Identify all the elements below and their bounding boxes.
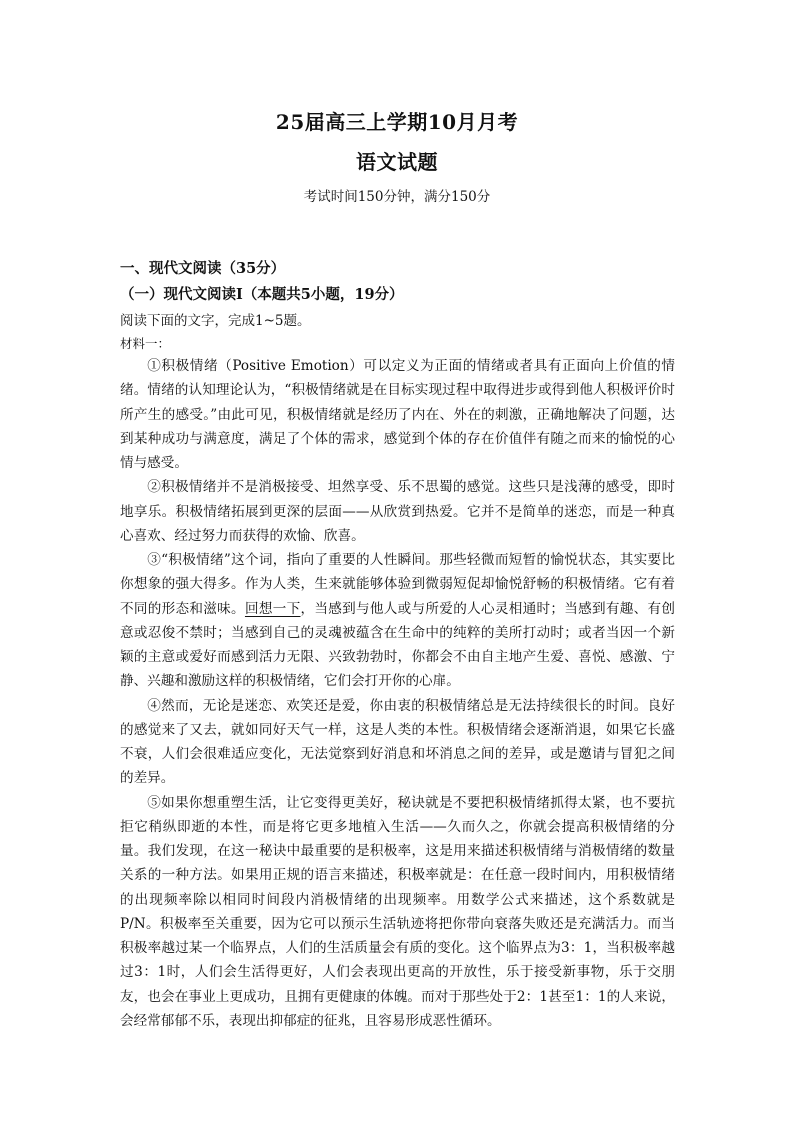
material-body: [120, 354, 675, 1033]
reading-instruction: 阅读下面的文字，完成1~5题。: [120, 313, 311, 329]
exam-time-info: 考试时间150分钟，满分150分: [303, 189, 491, 205]
material-label: 材料一：: [120, 336, 171, 351]
paragraph-3-part-2: ，当感到与他人或与所爱的人心灵相通时；当感到有趣、有创意或忍俊不禁时；当感到自己的灵魂被蕴含在生命中的纯粹的美所打动时；或者当因一个新颖的主意或爱好而感到活力无限、兴致勃勃时，你都会不由自主地产生爱、喜悦、感激、宁静、兴趣和激励这样的积极情绪，它们会打开你的心扉。: [120, 600, 676, 690]
section-heading: 一、现代文阅读（35分）: [120, 260, 286, 277]
subsection-heading: （一）现代文阅读Ⅰ（本题共5小题，19分）: [120, 286, 404, 303]
paragraph-1: ①积极情绪（Positive Emotion）可以定义为正面的情绪或者具有正面向上价值的情绪。情绪的认知理论认为，“积极情绪就是在目标实现过程中取得进步或得到他人积极评价时所产生的感受。”由此可见，积极情绪就是经历了内在、外在的刺激，正确地解决了问题，达到某种成功与满意度，满足了个体的需求，感觉到个体的存在价值伴有随之而来的愉悦的心情与感受。: [120, 358, 675, 471]
paragraph-5: ⑤如果你想重塑生活，让它变得更美好，秘诀就是不要把积极情绪抓得太紧，也不要抗拒它稍纵即逝的本性，而是将它更多地植入生活——久而久之，你就会提高积极情绪的分量。我们发现，在这一秘诀中最重要的是积极率，这是用来描述积极情绪与消极情绪的数量关系的一种方法。如果用正规的语言来描述，积极率就是：在任意一段时间内，用积极情绪的出现频率除以相同时间段内消极情绪的出现频率。用数学公式来描述，这个系数就是P/N。积极率至关重要，因为它可以预示生活轨迹将把你带向衰落失败还是充满活力。而当积极率越过某一个临界点，人们的生活质量会有质的变化。这个临界点为3：1，当积极率越过3：1时，人们会生活得更好，人们会表现出更高的开放性，乐于接受新事物，乐于交朋友，也会在事业上更成功，且拥有更健康的体魄。而对于那些处于2：1甚至1：1的人来说，会经常郁郁不乐，表现出抑郁症的征兆，且容易形成恶性循环。: [120, 794, 675, 1029]
exam-title: 25届高三上学期10月月考: [275, 110, 519, 134]
paragraph-3-part-1: ③“积极情绪”这个词，指向了重要的人性瞬间。那些轻微而短暂的愉悦状态，其实要比你想象的强大得多。作为人类，生来就能够体验到微弱短促却愉悦舒畅的积极情绪。它有着不同的形态和滋味。: [120, 552, 675, 617]
underlined-phrase: 回想一下: [244, 600, 301, 617]
paragraph-4: ④然而，无论是迷恋、欢笑还是爱，你由衷的积极情绪总是无法持续很长的时间。良好的感觉来了又去，就如同好天气一样，这是人类的本性。积极情绪会逐渐消退，如果它长盛不衰，人们会很难适应变化，无法觉察到好消息和坏消息之间的差异，或是邀请与冒犯之间的差异。: [120, 697, 675, 787]
paragraph-2: ②积极情绪并不是消极接受、坦然享受、乐不思蜀的感觉。这些只是浅薄的感受，即时地享乐。积极情绪拓展到更深的层面——从欣赏到热爱。它并不是简单的迷恋，而是一种真心喜欢、经过努力而获得的欢愉、欣喜。: [120, 479, 675, 544]
exam-subject-title: 语文试题: [356, 150, 438, 174]
paragraph-3: [120, 548, 675, 694]
